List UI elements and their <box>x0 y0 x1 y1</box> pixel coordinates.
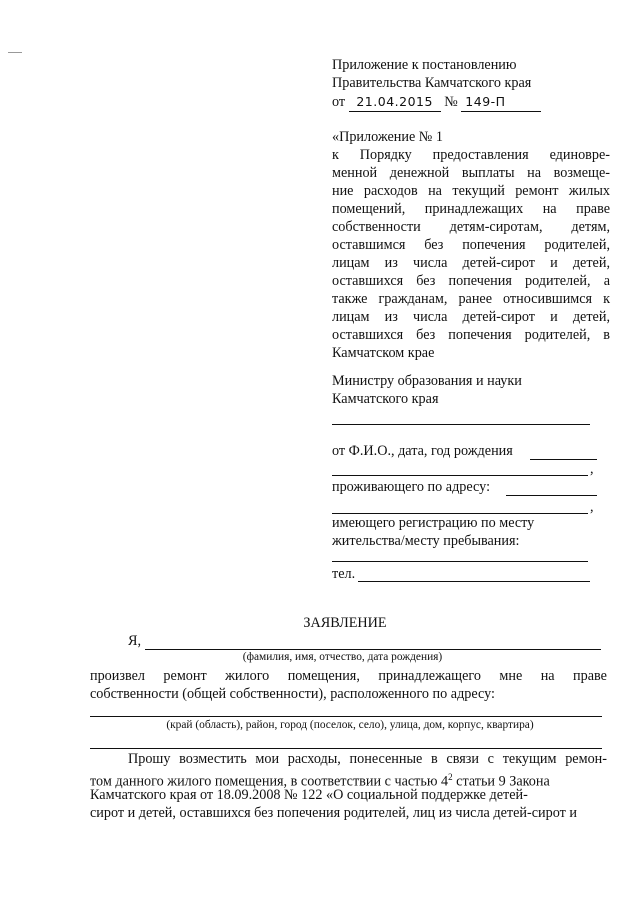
appendix-line: к Порядку предоставления единовре- <box>332 147 610 163</box>
applicant-address-blank <box>506 495 597 496</box>
applicant-comma: , <box>590 461 594 477</box>
statement-word: жилого <box>225 668 270 684</box>
appendix-line: лицам из числа детей-сирот и детей, <box>332 309 610 325</box>
addressee-blank-line <box>332 424 590 425</box>
request-line-4: сирот и детей, оставшихся без попечения родителей, лиц из числа детей-сирот и <box>90 805 577 821</box>
appendix-line: оставшимся без попечения родителей, <box>332 237 610 253</box>
header-line-1: Приложение к постановлению <box>332 57 517 73</box>
request-line-2a: том данного жилого помещения, в соответствии с частью 4 <box>90 773 449 790</box>
statement-word: на <box>540 668 555 684</box>
addressee-line-2: Камчатского края <box>332 391 439 407</box>
applicant-phone-blank <box>358 581 590 582</box>
applicant-fio-blank <box>530 459 597 460</box>
margin-mark <box>8 52 22 53</box>
appendix-line: помещений, принадлежащих на праве <box>332 201 610 217</box>
statement-fio-blank <box>145 649 601 650</box>
appendix-line: лицам из числа детей-сирот и детей, <box>332 255 610 271</box>
applicant-registration-line-2: жительства/месту пребывания: <box>332 533 520 549</box>
statement-word: помещения, <box>287 668 360 684</box>
applicant-address-blank-2 <box>332 513 588 514</box>
statement-word: принадлежащего <box>378 668 481 684</box>
applicant-phone-label: тел. <box>332 566 356 582</box>
appendix-line: собственности детям-сиротам, детям, <box>332 219 610 235</box>
header-number-handwritten: 149-П <box>461 93 541 112</box>
applicant-fio-label: от Ф.И.О., дата, год рождения <box>332 443 513 459</box>
addressee-line-1: Министру образования и науки <box>332 373 522 389</box>
statement-address-blank <box>90 716 602 717</box>
appendix-line: менной денежной выплаты на возмеще- <box>332 165 610 181</box>
statement-line-1 <box>90 667 607 685</box>
statement-word: произвел <box>90 668 145 684</box>
appendix-line: также гражданам, ранее относившимся к <box>332 291 610 307</box>
appendix-line: оставшихся без попечения родителей, в <box>332 327 610 343</box>
applicant-comma: , <box>590 499 594 515</box>
request-line-2b: статьи 9 Закона <box>452 773 550 790</box>
header-date-handwritten: 21.04.2015 <box>349 93 441 112</box>
statement-line-2: собственности (общей собственности), расположенного по адресу: <box>90 686 496 702</box>
applicant-registration-line-1: имеющего регистрацию по месту <box>332 515 535 531</box>
statement-ya: Я, <box>128 633 142 649</box>
statement-word: ремонт <box>163 668 207 684</box>
statement-fio-caption: (фамилия, имя, отчество, дата рождения) <box>242 651 443 663</box>
statement-word: мне <box>499 668 523 684</box>
request-line-2-sup: 2 <box>448 772 453 782</box>
applicant-fio-blank-2 <box>332 475 588 476</box>
header-line-2: Правительства Камчатского края <box>332 75 532 91</box>
appendix-title: «Приложение № 1 <box>332 129 443 145</box>
statement-address-blank-2 <box>90 748 602 749</box>
request-line-3: Камчатского края от 18.09.2008 № 122 «О социальной поддержке детей- <box>90 787 528 803</box>
applicant-address-label: проживающего по адресу: <box>332 479 491 495</box>
applicant-registration-blank <box>332 561 588 562</box>
appendix-line: ние расходов на текущий ремонт жилых <box>332 183 610 199</box>
statement-title: ЗАЯВЛЕНИЕ <box>303 615 387 631</box>
statement-address-caption: (край (область), район, город (поселок, село), улица, дом, корпус, квартира) <box>166 719 534 731</box>
appendix-last-line: Камчатском крае <box>332 345 435 361</box>
request-line-1: Прошу возместить мои расходы, понесенные в связи с текущим ремон- <box>128 751 607 767</box>
header-ot-prefix: от <box>332 94 346 110</box>
header-date-line <box>332 93 610 112</box>
appendix-line: оставшихся без попечения родителей, а <box>332 273 610 289</box>
header-no-prefix: № <box>444 94 458 110</box>
statement-word: праве <box>573 668 607 684</box>
